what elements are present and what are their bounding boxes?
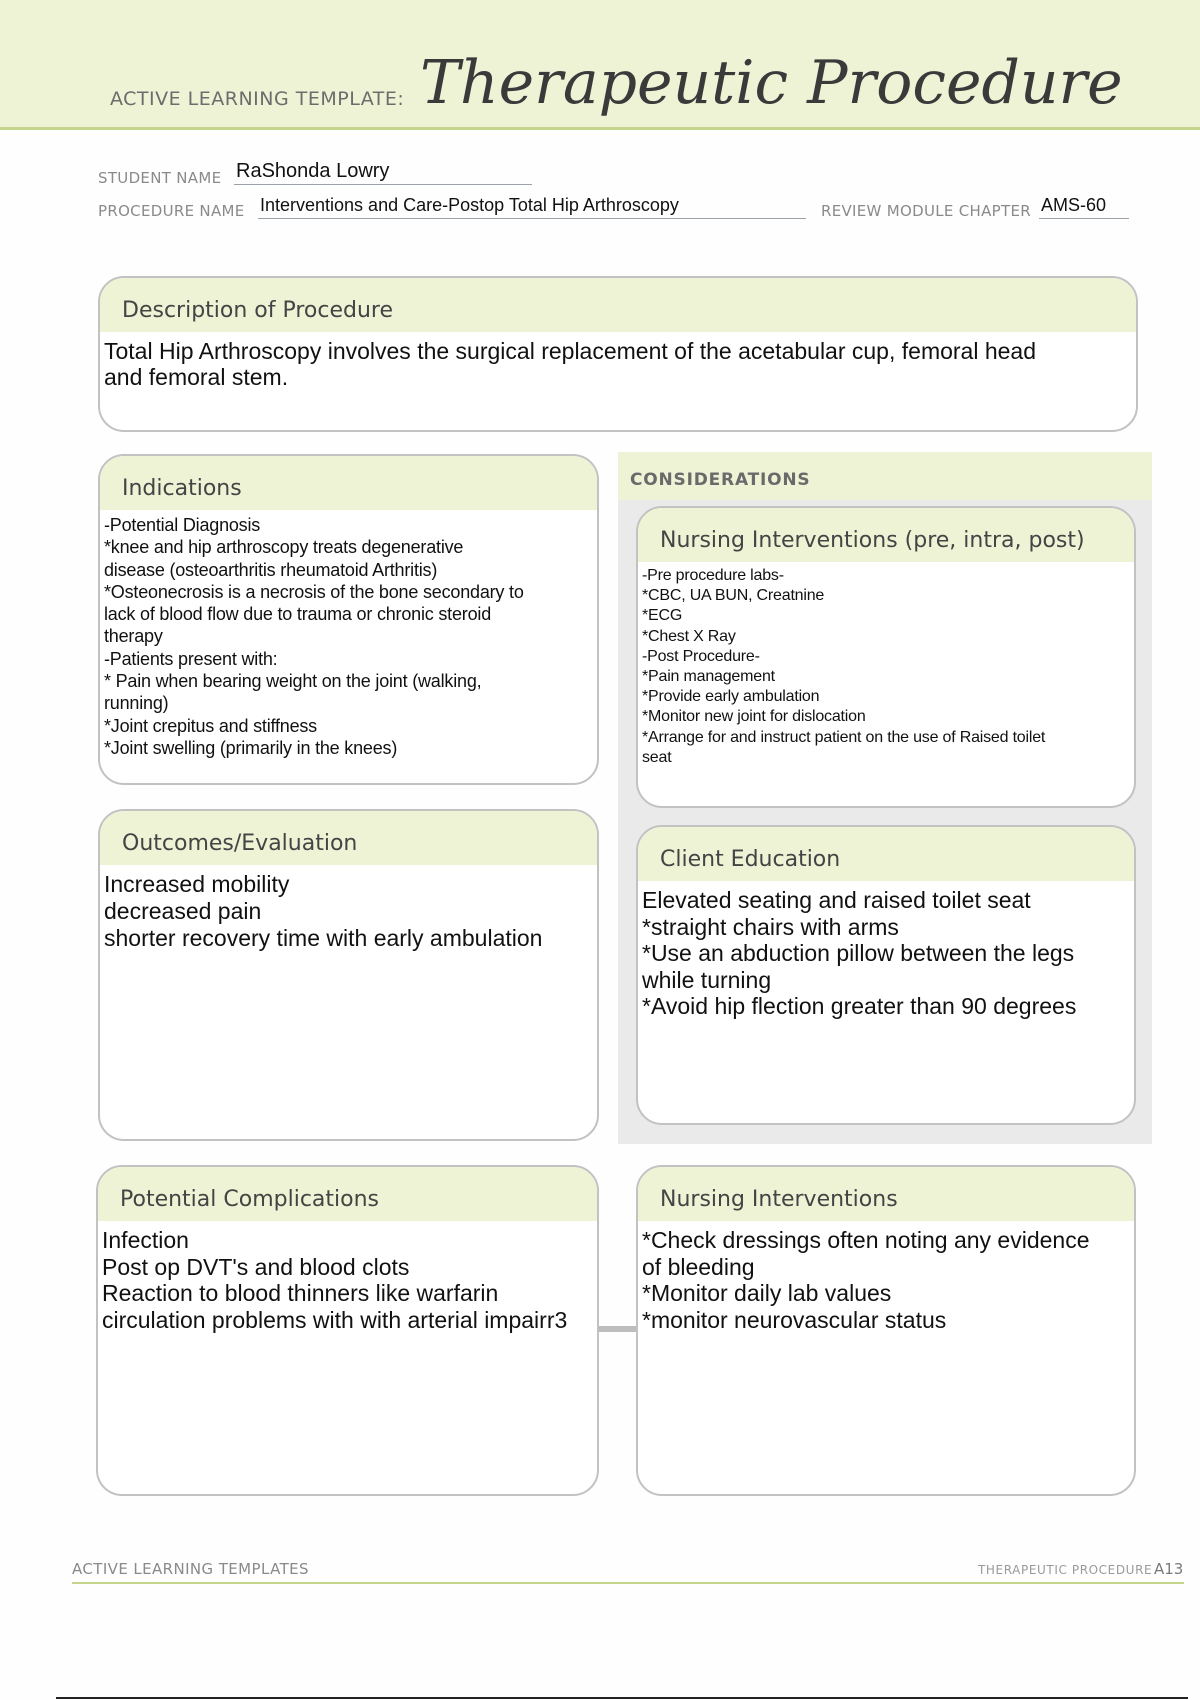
review-module-label: REVIEW MODULE CHAPTER [821,202,1031,220]
indications-box [98,454,599,785]
outcomes-text[interactable]: Increased mobility decreased pain shorter recovery time with early ambulation [104,871,543,951]
nursing-pre-text[interactable]: -Pre procedure labs- *CBC, UA BUN, Creatnine *ECG *Chest X Ray -Post Procedure- *Pain management *Provide early ambulation *Monitor new joint for dislocation *Arrange for and instruct patient on the use of Raised toilet seat [642,567,1046,766]
description-title: Description of Procedure [100,278,1136,332]
indications-title: Indications [100,456,597,510]
outcomes-box [98,809,599,1141]
outcomes-title: Outcomes/Evaluation [100,811,597,865]
footer-page-number: A13 [1154,1560,1184,1578]
template-label: ACTIVE LEARNING TEMPLATE: [110,88,405,110]
nursing-interventions-text[interactable]: *Check dressings often noting any evidence of bleeding *Monitor daily lab values *monitor neurovascular status [642,1227,1090,1334]
client-education-title: Client Education [638,827,1134,881]
procedure-name-label: PROCEDURE NAME [98,202,245,220]
procedure-name-field[interactable]: Interventions and Care-Postop Total Hip Arthroscopy [258,192,806,219]
connector-bar [598,1326,636,1332]
bottom-divider [56,1697,1188,1699]
considerations-title: CONSIDERATIONS [630,470,811,490]
nursing-interventions-box [636,1165,1136,1496]
review-module-field[interactable]: AMS-60 [1039,192,1129,219]
footer-left-label: ACTIVE LEARNING TEMPLATES [72,1560,309,1578]
nursing-interventions-title: Nursing Interventions [638,1167,1134,1221]
student-name-label: STUDENT NAME [98,169,222,187]
student-name-field[interactable]: RaShonda Lowry [234,158,532,185]
complications-text[interactable]: Infection Post op DVT's and blood clots Reaction to blood thinners like warfarin circulation problems with with arterial impairr3 [102,1227,568,1334]
nursing-pre-box [636,506,1136,808]
complications-title: Potential Complications [98,1167,597,1221]
page-title: Therapeutic Procedure [420,48,1123,118]
description-text[interactable]: Total Hip Arthroscopy involves the surgical replacement of the acetabular cup, femoral head and femoral stem. [104,338,1037,390]
indications-text[interactable]: -Potential Diagnosis *knee and hip arthroscopy treats degenerative disease (osteoarthritis rheumatoid Arthritis) *Osteonecrosis is a necrosis of the bone secondary to lack of blood flow due to trauma or chronic steroid therapy -Patients present with: * Pain when bearing weight on the joint (walking, running) *Joint crepitus and stiffness *Joint swelling (primarily in the knees) [104,515,524,758]
description-box [98,276,1138,432]
footer-right-label: THERAPEUTIC PROCEDURE [978,1563,1153,1577]
client-education-box [636,825,1136,1125]
nursing-pre-title: Nursing Interventions (pre, intra, post) [638,508,1134,562]
footer-divider [72,1582,1184,1584]
complications-box [96,1165,599,1496]
client-education-text[interactable]: Elevated seating and raised toilet seat *straight chairs with arms *Use an abduction pillow between the legs while turning *Avoid hip flection greater than 90 degrees [642,887,1077,1019]
